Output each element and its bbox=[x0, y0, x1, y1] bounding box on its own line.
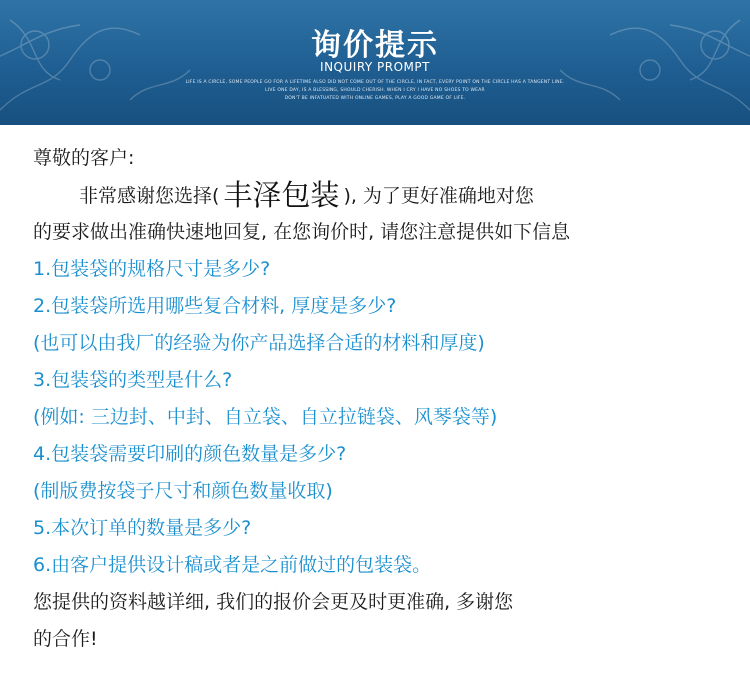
greeting: 尊敬的客户: bbox=[33, 147, 135, 169]
list-item: 4.包装袋需要印刷的颜色数量是多少? bbox=[33, 443, 347, 465]
list-item: 2.包装袋所选用哪些复合材料, 厚度是多少? bbox=[33, 295, 397, 317]
list-item: 1.包装袋的规格尺寸是多少? bbox=[33, 258, 271, 280]
inquiry-content bbox=[33, 140, 740, 658]
banner-small-text: LIVE ONE DAY, IS A BLESSING, SHOULD CHERISH. WHEN I CRY I HAVE NO SHOES TO WEAR bbox=[265, 88, 485, 93]
banner-subtitle: INQUIRY PROMPT bbox=[320, 60, 430, 74]
intro-line-2: 的要求做出准确快速地回复, 在您询价时, 请您注意提供如下信息 bbox=[33, 221, 571, 243]
banner-title: 询价提示 bbox=[311, 28, 439, 63]
list-item: (也可以由我厂的经验为你产品选择合适的材料和厚度) bbox=[33, 332, 485, 354]
intro-line bbox=[33, 177, 740, 214]
header-banner bbox=[0, 0, 750, 125]
intro-prefix: 非常感谢您选择( bbox=[79, 185, 220, 207]
closing-line-2: 的合作! bbox=[33, 628, 98, 650]
banner-small-text: LIFE IS A CIRCLE, SOME PEOPLE GO FOR A LIFETIME ALSO DID NOT COME OUT OF THE CIRCLE, IN FACT, EVERY POINT ON THE CIRCLE HAS A TANGENT LINE. bbox=[185, 80, 565, 85]
list-item: 5.本次订单的数量是多少? bbox=[33, 517, 252, 539]
closing-line: 您提供的资料越详细, 我们的报价会更及时更准确, 多谢您 bbox=[33, 591, 514, 613]
banner-small-text: DON'T BE INFATUATED WITH ONLINE GAMES, PLAY A GOOD GAME OF LIFE. bbox=[284, 96, 466, 101]
list-item: (例如: 三边封、中封、自立袋、自立拉链袋、风琴袋等) bbox=[33, 406, 498, 428]
list-item: 3.包装袋的类型是什么? bbox=[33, 369, 233, 391]
brand-name: 丰泽包装 bbox=[223, 178, 340, 212]
list-item: 6.由客户提供设计稿或者是之前做过的包装袋。 bbox=[33, 554, 432, 576]
intro-suffix: ), 为了更好准确地对您 bbox=[343, 185, 534, 207]
list-item: (制版费按袋子尺寸和颜色数量收取) bbox=[33, 480, 333, 502]
